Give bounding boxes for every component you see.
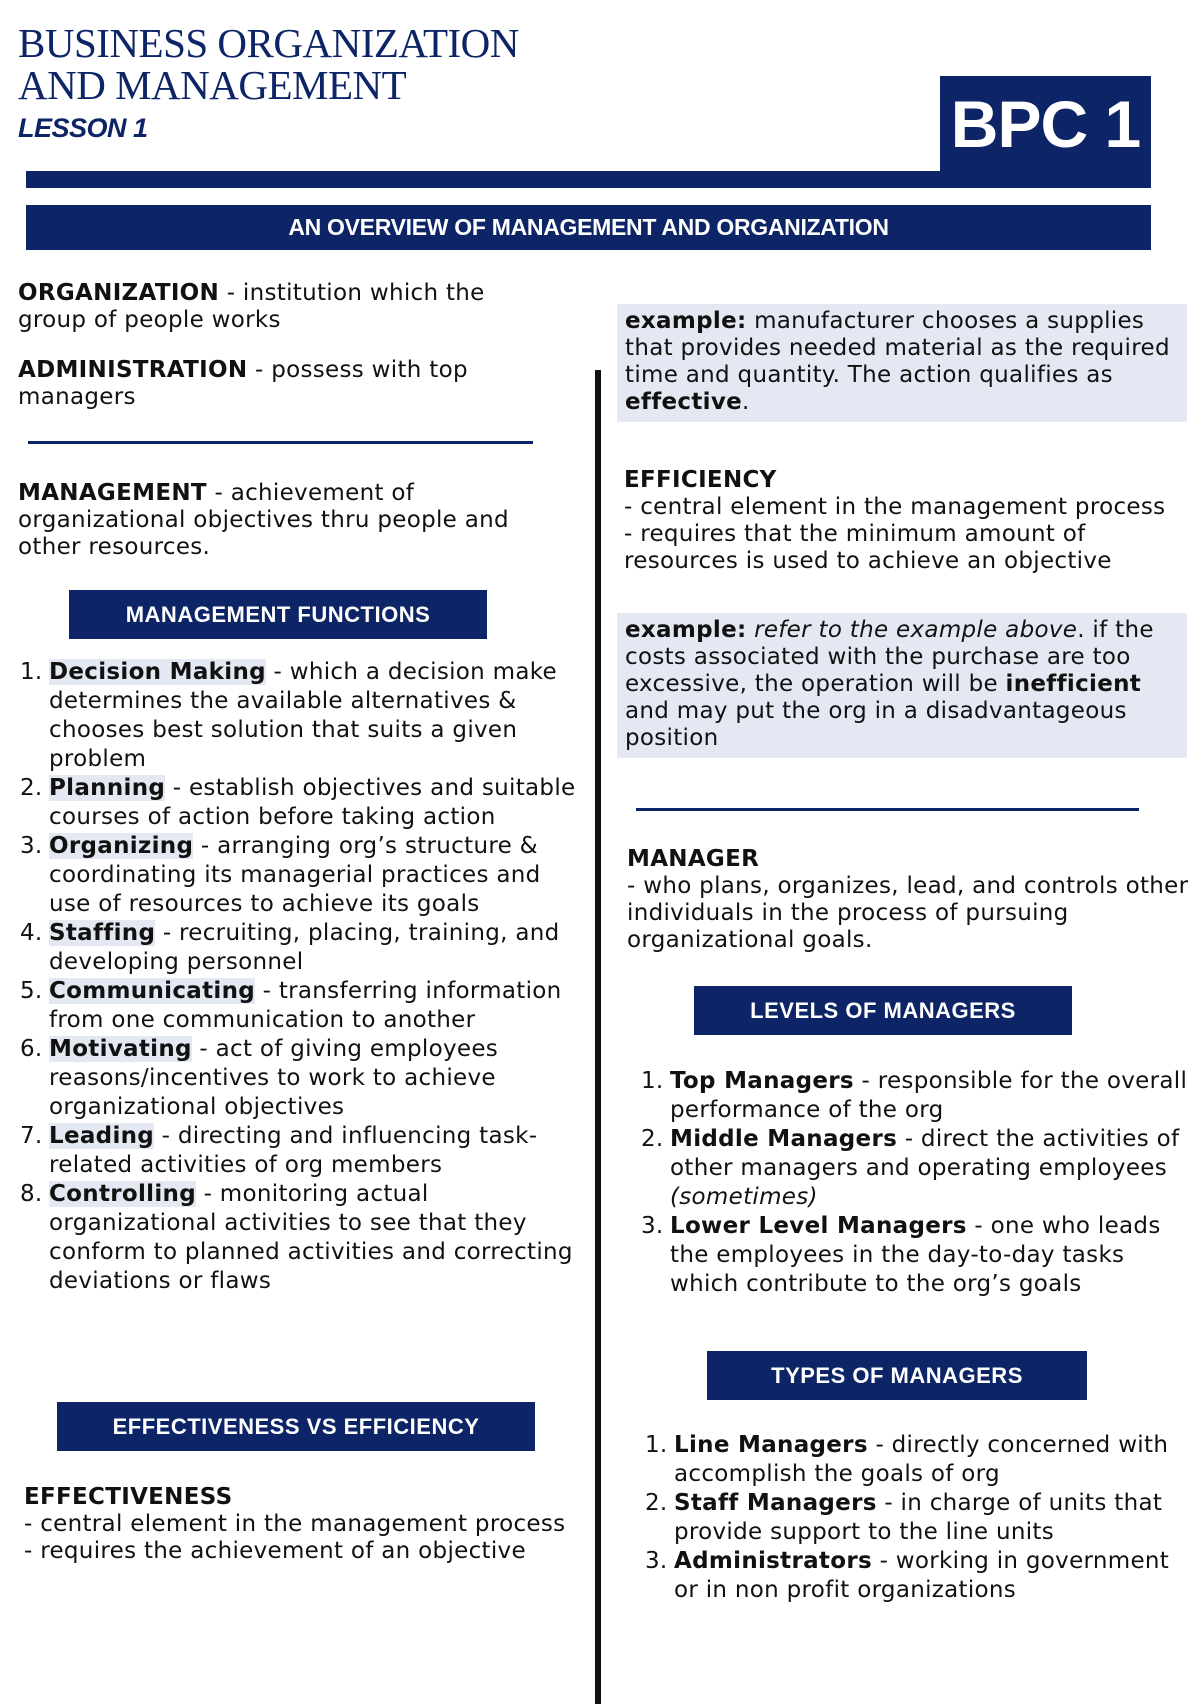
- list-item: 1. Decision Making - which a decision make determines the available alternatives & chooses best solution that suits a given problem: [20, 659, 557, 772]
- effectiveness-vs-efficiency-heading: EFFECTIVENESS VS EFFICIENCY: [57, 1402, 535, 1451]
- document-title: [18, 22, 618, 106]
- organization-term: ORGANIZATION: [18, 280, 220, 306]
- list-item: 3. Lower Level Managers - one who leads the employees in the day-to-day tasks which contribute to the org’s goals: [641, 1213, 1161, 1297]
- administration-definition: [18, 357, 558, 411]
- section-divider-left: [28, 441, 533, 444]
- efficiency-term: EFFICIENCY: [624, 467, 777, 493]
- management-functions-list: [20, 658, 585, 1296]
- list-item: 7. Leading - directing and influencing task-related activities of org members: [20, 1123, 538, 1178]
- list-item: 1. Line Managers - directly concerned with accomplish the goals of org: [645, 1432, 1169, 1487]
- list-item: 6. Motivating - act of giving employees reasons/incentives to work to achieve organizational objectives: [20, 1036, 499, 1120]
- list-item: 2. Middle Managers - direct the activities of other managers and operating employees (sometimes): [641, 1126, 1180, 1210]
- effectiveness-line-1: - central element in the management process: [24, 1511, 566, 1537]
- course-badge: BPC 1: [940, 76, 1151, 171]
- manager-definition: [627, 846, 1197, 954]
- list-item: 4. Staffing - recruiting, placing, training, and developing personnel: [20, 920, 560, 975]
- effectiveness-example: example: manufacturer chooses a supplies that provides needed material as the required time and quantity. The action qualifies as effective.: [617, 304, 1187, 422]
- effectiveness-term: EFFECTIVENESS: [24, 1484, 233, 1510]
- list-item: 5. Communicating - transferring information from one communication to another: [20, 978, 562, 1033]
- list-item: 3. Administrators - working in government or in non profit organizations: [645, 1548, 1170, 1603]
- management-text: - achievement of organizational objectives thru people and other resources.: [18, 480, 509, 560]
- management-term: MANAGEMENT: [18, 480, 207, 506]
- effectiveness-definition: [24, 1484, 569, 1565]
- effectiveness-line-2: - requires the achievement of an objective: [24, 1538, 526, 1564]
- efficiency-definition: [624, 467, 1189, 575]
- manager-text: - who plans, organizes, lead, and controls other individuals in the process of pursuing organizational goals.: [627, 873, 1189, 953]
- title-line-2: AND MANAGEMENT: [18, 62, 407, 108]
- organization-definition: [18, 280, 558, 334]
- administration-term: ADMINISTRATION: [18, 357, 248, 383]
- list-item: 1. Top Managers - responsible for the overall performance of the org: [641, 1068, 1188, 1123]
- section-banner: AN OVERVIEW OF MANAGEMENT AND ORGANIZATION: [26, 205, 1151, 250]
- levels-of-managers-heading: LEVELS OF MANAGERS: [694, 986, 1072, 1035]
- column-divider: [595, 370, 601, 1704]
- management-functions-heading: MANAGEMENT FUNCTIONS: [69, 590, 487, 639]
- management-definition: [18, 480, 553, 561]
- types-of-managers-heading: TYPES OF MANAGERS: [707, 1351, 1087, 1400]
- efficiency-example: example: refer to the example above. if the costs associated with the purchase are too excessive, the operation will be inefficient and may put the org in a disadvantageous position: [617, 613, 1187, 758]
- header-rule: [26, 171, 1151, 188]
- administration-text: - possess with top managers: [18, 357, 468, 410]
- list-item: 2. Planning - establish objectives and suitable courses of action before taking action: [20, 775, 576, 830]
- lesson-label: LESSON 1: [18, 113, 148, 143]
- types-of-managers-list: [645, 1431, 1197, 1605]
- efficiency-line-1: - central element in the management process: [624, 494, 1166, 520]
- efficiency-line-2: - requires that the minimum amount of resources is used to achieve an objective: [624, 521, 1112, 574]
- title-line-1: BUSINESS ORGANIZATION: [18, 20, 519, 66]
- list-item: 3. Organizing - arranging org’s structure & coordinating its managerial practices and use of resources to achieve its goals: [20, 833, 541, 917]
- list-item: 2. Staff Managers - in charge of units that provide support to the line units: [645, 1490, 1163, 1545]
- levels-of-managers-list: [641, 1067, 1197, 1299]
- section-divider-right: [636, 808, 1139, 811]
- manager-term: MANAGER: [627, 846, 760, 872]
- list-item: 8. Controlling - monitoring actual organizational activities to see that they conform to planned activities and correcting deviations or flaws: [20, 1181, 573, 1294]
- organization-text: - institution which the group of people works: [18, 280, 485, 333]
